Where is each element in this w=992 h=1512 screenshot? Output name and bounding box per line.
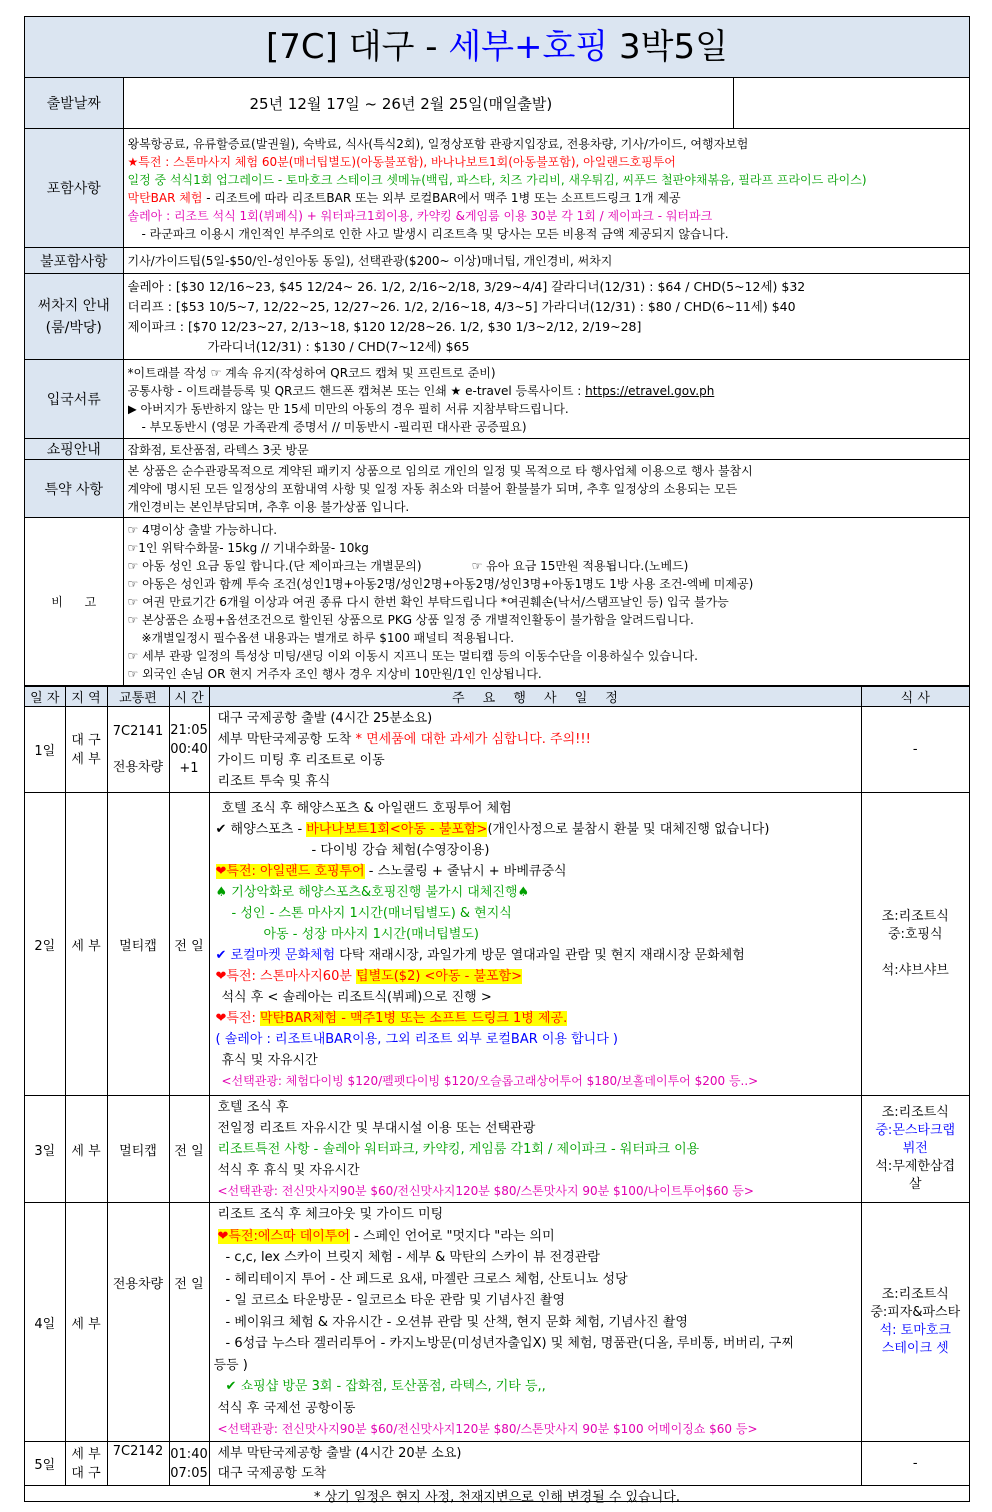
day2-weather-note: ♠ 기상악화로 해양스포츠&호핑진행 불가시 대체진행♠ bbox=[215, 884, 530, 900]
day5-label: 5일 bbox=[25, 1442, 65, 1486]
remarks-line: ☞ 4명이상 출발 가능하니다. bbox=[127, 523, 278, 537]
header-meals: 식 사 bbox=[861, 687, 969, 707]
remarks-line: ☞ 여권 만료기간 6개월 이상과 여권 종류 다시 한번 확인 부탁드립니다 *여권훼손(낙서/스탬프날인 등) 입국 불가능 bbox=[127, 595, 729, 609]
schedule-table bbox=[25, 686, 969, 1505]
day4-day-tour-benefit: ❤특전:에스따 데이투어 bbox=[217, 1228, 350, 1244]
surcharge-line: 더리프 : [$53 10/5~7, 12/22~25, 12/27~26. 1/2, 2/16~18, 4/3~5] 가라디너(12/31) : $80 / CHD(6~11세) $40 bbox=[127, 299, 796, 314]
day2-breakfast: 조:리조트식 bbox=[881, 909, 949, 924]
surcharge-line: 가라디너(12/31) : $130 / CHD(7~12세) $65 bbox=[207, 339, 470, 354]
surcharge-content bbox=[123, 274, 969, 360]
day3-label: 3일 bbox=[25, 1096, 65, 1203]
day1-region: 대 구 세 부 bbox=[65, 707, 107, 793]
day2-activity: (개인사정으로 불참시 환불 및 대체진행 없습니다) bbox=[487, 821, 770, 837]
remarks-line: ※개별일정시 필수옵션 내용과는 별개로 하루 $100 패널티 적용됩니다. bbox=[141, 631, 515, 645]
header-transport: 교통편 bbox=[107, 687, 169, 707]
remarks-line: ☞ 아동은 성인과 함께 투숙 조건(성인1명+아동2명/성인2명+아동2명/성인3명+아동1명도 1방 사용 조건-엑베 미제공) bbox=[127, 577, 754, 591]
terms-label: 특약 사항 bbox=[25, 460, 123, 518]
day3-transport: 멀티캡 bbox=[107, 1096, 169, 1203]
remarks-content bbox=[123, 518, 969, 686]
title-duration: 3박5일 bbox=[608, 27, 728, 67]
etravel-link[interactable]: https://etravel.gov.ph bbox=[585, 383, 715, 398]
remarks-line: ☞1인 위탁수화물- 15kg // 기내수화물- 10kg bbox=[127, 541, 369, 555]
day1-label: 1일 bbox=[25, 707, 65, 793]
day2-dinner: 석:샤브샤브 bbox=[881, 963, 949, 978]
surcharge-row bbox=[25, 274, 969, 360]
day3-activity: 호텔 조식 후 bbox=[217, 1100, 289, 1115]
day4-breakfast: 조:리조트식 bbox=[881, 1287, 949, 1302]
day4-activity: - 헤리테이지 투어 - 산 페드로 요새, 마젤란 크로스 체험, 산토니뇨 성당 bbox=[225, 1271, 628, 1287]
excluded-row bbox=[25, 248, 969, 274]
day2-activity: - 스노쿨링 + 줄낚시 + 바베큐중식 bbox=[364, 863, 567, 879]
day5-activity: 세부 막탄국제공항 출발 (4시간 20분 소요) bbox=[217, 1446, 462, 1461]
included-content bbox=[123, 129, 969, 248]
remarks-line: ☞ 외국인 손님 OR 현지 거주자 조인 행사 경우 지상비 10만원/1인 인상됩니다. bbox=[127, 667, 542, 681]
day1-activity: 대구 국제공항 출발 (4시간 25분소요) bbox=[217, 711, 433, 726]
surcharge-line: 솔레아 : [$30 12/16~23, $45 12/24~ 26. 1/2, 2/16~2/18, 3/29~4/4] 갈라디너(12/31) : $64 / CHD(5~12세) $32 bbox=[127, 279, 806, 294]
terms-line: 개인경비는 본인부담되며, 추후 이용 불가상품 입니다. bbox=[127, 500, 410, 514]
footer-note: * 상기 일정은 현지 사정, 천재지변으로 인해 변경될 수 있습니다. bbox=[25, 1486, 969, 1506]
day2-alt-child: 아동 - 성장 마사지 1시간(매너팁별도) bbox=[263, 926, 479, 942]
day2-row bbox=[25, 793, 969, 1096]
day3-dinner: 석:무제한삼겹 살 bbox=[875, 1159, 956, 1192]
included-line: 왕복항공료, 유류할증료(발권월), 숙박료, 식사(특식2회), 일정상포함 관광지입장료, 전용차량, 기사/가이드, 여행자보험 bbox=[127, 136, 749, 151]
entry-line: 공통사항 - 이트래블등록 및 QR코드 핸드폰 캡쳐본 또는 인쇄 ★ e-travel 등록사이트 : bbox=[127, 383, 586, 398]
terms-line: 계약에 명시된 모든 일정상의 포함내역 사항 및 일정 자동 취소와 더불어 환불불가 되며, 추후 일정상의 소용되는 모든 bbox=[127, 482, 738, 496]
day3-activity: 석식 후 휴식 및 자유시간 bbox=[217, 1163, 360, 1178]
header-schedule: 주 요 행 사 일 정 bbox=[209, 687, 861, 707]
remarks-line: ☞ 유아 요금 15만원 적용됩니다.(노베드) bbox=[471, 559, 689, 573]
included-solea-line: 솔레아 : 리조트 석식 1회(뷔페식) + 워터파크1회이용, 카약킹 &게임룸 이용 30분 각 1회 / 제이파크 - 워터파크 bbox=[127, 208, 713, 223]
header-time: 시 간 bbox=[169, 687, 209, 707]
departure-label: 출발날짜 bbox=[25, 78, 123, 129]
remarks-line: ☞ 본상품은 쇼핑+옵션조건으로 할인된 상품으로 PKG 상품 일정 중 개별적인활동이 불가함을 알려드립니다. bbox=[127, 613, 694, 627]
entry-row bbox=[25, 360, 969, 439]
excluded-label: 불포함사항 bbox=[25, 248, 123, 274]
day1-vehicle: 전용차량 bbox=[112, 759, 164, 775]
day1-time: 21:05 00:40 +1 bbox=[169, 707, 209, 793]
day4-transport: 전용차량 bbox=[107, 1203, 169, 1442]
terms-row bbox=[25, 460, 969, 518]
title-destination: 세부+호핑 bbox=[448, 27, 609, 67]
entry-content bbox=[123, 360, 969, 439]
remarks-label: 비 고 bbox=[25, 518, 123, 686]
included-upgrade-line: 일정 중 석식1회 업그레이드 - 토마호크 스테이크 셋메뉴(백립, 파스타, 치즈 가리비, 새우튀김, 씨푸드 철판야채볶음, 필라프 프라이드 라이스) bbox=[127, 172, 867, 187]
day1-meal: - bbox=[861, 707, 969, 793]
remarks-line: ☞ 세부 관광 일정의 특성상 미팅/샌딩 이외 이동시 지프니 또는 멀티캡 등의 이동수단을 이용하실수 있습니다. bbox=[127, 649, 698, 663]
day1-activity: 세부 막탄국제공항 도착 bbox=[217, 732, 356, 747]
departure-extra-cell bbox=[734, 78, 970, 128]
day5-activity: 대구 국제공항 도착 bbox=[217, 1466, 327, 1481]
included-row bbox=[25, 129, 969, 248]
remarks-line: ☞ 아동 성인 요금 동일 합니다.(단 제이파크는 개별문의) bbox=[127, 559, 422, 573]
terms-content bbox=[123, 460, 969, 518]
day3-region: 세 부 bbox=[65, 1096, 107, 1203]
day1-row bbox=[25, 707, 969, 793]
title-prefix: [7C] 대구 - bbox=[266, 27, 449, 67]
itinerary-sheet bbox=[24, 16, 970, 1505]
departure-row bbox=[25, 78, 969, 129]
day3-time: 전 일 bbox=[169, 1096, 209, 1203]
shopping-row bbox=[25, 439, 969, 460]
shopping-content: 잡화점, 토산품점, 라텍스 3곳 방문 bbox=[127, 442, 309, 457]
header-day: 일 자 bbox=[25, 687, 65, 707]
day3-optional-tours: <선택관광: 전신맛사지90분 $60/전신맛사지120분 $80/스톤맛사지 90분 $100/나이트투어$60 등> bbox=[217, 1184, 754, 1198]
info-table bbox=[25, 78, 969, 686]
entry-label: 입국서류 bbox=[25, 360, 123, 439]
included-note-line: - 라군파크 이용시 개인적인 부주의로 인한 사고 발생시 리조트측 및 당사는 모든 비용적 금액 제공되지 않습니다. bbox=[141, 226, 729, 241]
day4-shopping: ✔ 쇼핑샵 방문 3회 - 잡화점, 토산품점, 라텍스, 기타 등,, bbox=[225, 1379, 546, 1395]
day2-lunch: 중:호핑식 bbox=[887, 927, 943, 942]
header-region: 지 역 bbox=[65, 687, 107, 707]
day4-activity: - 일 코르소 타운방문 - 일코르소 타운 관람 및 기념사진 촬영 bbox=[225, 1293, 566, 1309]
terms-line: 본 상품은 순수관광목적으로 계약된 패키지 상품으로 임의로 개인의 일정 및 목적으로 타 행사업체 이용으로 행사 불참시 bbox=[127, 464, 753, 478]
day2-label: 2일 bbox=[25, 793, 65, 1096]
day4-label: 4일 bbox=[25, 1203, 65, 1442]
day5-flight: 7C2142 bbox=[107, 1442, 169, 1486]
day3-row bbox=[25, 1096, 969, 1203]
day2-activity: ✔ 해양스포츠 - bbox=[215, 821, 307, 837]
day4-activity: 석식 후 국제선 공항이동 bbox=[217, 1400, 356, 1416]
departure-dates: 25년 12월 17일 ~ 26년 2월 25일(매일출발) bbox=[124, 78, 734, 128]
day2-bar-note: ( 솔레아 : 리조트내BAR이용, 그외 리조트 외부 로컬BAR 이용 합니다 ) bbox=[215, 1031, 619, 1047]
day2-transport: 멀티캡 bbox=[107, 793, 169, 1096]
day4-row bbox=[25, 1203, 969, 1442]
day5-row bbox=[25, 1442, 969, 1486]
day5-meal: - bbox=[861, 1442, 969, 1486]
day1-flight: 7C2141 bbox=[112, 723, 164, 739]
day3-activity: 전일정 리조트 자유시간 및 부대시설 이용 또는 선택관광 bbox=[217, 1121, 536, 1136]
shopping-label: 쇼핑안내 bbox=[25, 439, 123, 460]
day2-massage-benefit: ❤특전: 스톤마사지60분 bbox=[215, 968, 357, 984]
day2-optional-tours: <선택관광: 체험다이빙 $120/펠펫다이빙 $120/오슬롭고래상어투어 $180/보홀데이투어 $200 등..> bbox=[221, 1073, 759, 1088]
included-bar-label: 막탄BAR 체험 bbox=[127, 190, 203, 205]
page-title bbox=[25, 17, 969, 78]
day2-activity: 다탁 재래시장, 과일가게 방문 열대과일 관람 및 현지 재래시장 문화체험 bbox=[335, 947, 745, 963]
day4-activity: 등등 ) bbox=[213, 1357, 248, 1373]
entry-line: - 부모동반시 (영문 가족관계 증명서 // 미동반시 -필리핀 대사관 공증필요) bbox=[141, 419, 527, 434]
included-label: 포함사항 bbox=[25, 129, 123, 248]
day2-activity: - 다이빙 강습 체험(수영장이용) bbox=[311, 842, 490, 858]
day2-bar-detail: 막탄BAR체험 - 맥주1병 또는 소프트 드링크 1병 제공. bbox=[260, 1010, 568, 1026]
day1-activity: 가이드 미팅 후 리조트로 이동 bbox=[217, 753, 385, 768]
day4-region: 세 부 bbox=[65, 1203, 107, 1442]
day2-massage-tip: 팁별도($2) <아동 - 불포함> bbox=[356, 968, 523, 984]
day4-activity: - 6성급 누스타 겔러리투어 - 카지노방문(미성년자출입X) 및 체험, 명품관(디올, 루비통, 버버리, 구찌 bbox=[225, 1336, 794, 1352]
day2-activity: 호텔 조식 후 해양스포츠 & 아일랜드 호핑투어 체험 bbox=[221, 800, 512, 816]
surcharge-label: 써차지 안내 (룸/박당) bbox=[25, 274, 123, 360]
surcharge-line: 제이파크 : [$70 12/23~27, 2/13~18, $120 12/28~26. 1/2, $30 1/3~2/12, 2/19~28] bbox=[127, 319, 642, 334]
day4-optional-tours: <선택관광: 전신맛사지90분 $60/전신맛사지120분 $80/스톤맛사지 90분 $100 어메이징쇼 $60 등> bbox=[217, 1422, 758, 1437]
day2-region: 세 부 bbox=[65, 793, 107, 1096]
day1-warning: * 면세품에 대한 과세가 심합니다. 주의!!! bbox=[355, 732, 591, 747]
entry-line: *이트래블 작성 ☞ 계속 유지(작성하여 QR코드 캡쳐 및 프린트로 준비) bbox=[127, 365, 496, 380]
day2-market: ✔ 로컬마켓 문화체험 bbox=[215, 947, 336, 963]
day2-time: 전 일 bbox=[169, 793, 209, 1096]
day2-activity: 석식 후 < 솔레아는 리조트식(뷔페)으로 진행 > bbox=[221, 989, 492, 1005]
day3-breakfast: 조:리조트식 bbox=[881, 1105, 949, 1120]
day2-banana-boat: 바나나보트1회<아동 - 불포함> bbox=[306, 821, 488, 837]
day4-activity: 리조트 조식 후 체크아웃 및 가이드 미팅 bbox=[217, 1207, 444, 1223]
day2-activity: 휴식 및 자유시간 bbox=[221, 1052, 318, 1068]
day2-alt-adult: - 성인 - 스톤 마사지 1시간(매너팁별도) & 현지식 bbox=[231, 905, 512, 921]
remarks-row bbox=[25, 518, 969, 686]
day4-activity: - 스페인 언어로 "멋지다 "라는 의미 bbox=[349, 1228, 555, 1244]
day4-time: 전 일 bbox=[169, 1203, 209, 1442]
day1-activity: 리조트 투숙 및 휴식 bbox=[217, 774, 331, 789]
day4-activity: - c,c, lex 스카이 브릿지 체험 - 세부 & 막탄의 스카이 뷰 전경관람 bbox=[225, 1250, 600, 1266]
day4-activity: - 베이워크 체험 & 자유시간 - 오션뷰 관람 및 산책, 현지 문화 체험, 기념사진 촬영 bbox=[225, 1314, 688, 1330]
day4-lunch: 중:피자&파스타 bbox=[870, 1305, 961, 1320]
day3-lunch: 중:몬스타크랩 뷔전 bbox=[875, 1123, 956, 1156]
day2-hopping-benefit: ❤특전: 아일랜드 호핑투어 bbox=[215, 863, 365, 879]
included-bar-text: - 리조트에 따라 리조트BAR 또는 외부 로컬BAR에서 맥주 1병 또는 소프트드링크 1개 제공 bbox=[202, 190, 681, 205]
day2-bar-benefit: ❤특전: bbox=[215, 1010, 261, 1026]
excluded-content: 기사/가이드팁(5일-$50/인-성인아동 동일), 선택관광($200~ 이상)매너팁, 개인경비, 써차지 bbox=[127, 254, 613, 268]
entry-line: ▶ 아버지가 동반하지 않는 만 15세 미만의 아동의 경우 필히 서류 지참부탁드립니다. bbox=[127, 401, 569, 416]
included-benefit-line: ★특전 : 스톤마사지 체험 60분(매너팁별도)(아동불포함), 바나나보트1회(아동불포함), 아일랜드호핑투어 bbox=[127, 154, 676, 169]
footer-row bbox=[25, 1486, 969, 1506]
schedule-header-row bbox=[25, 687, 969, 707]
day5-time: 01:40 07:05 bbox=[169, 1442, 209, 1486]
day4-dinner: 석: 토마호크 스테이크 셋 bbox=[879, 1323, 951, 1356]
day3-resort-benefit: 리조트특전 사항 - 솔레아 워터파크, 카약킹, 게임룸 각1회 / 제이파크 - 워터파크 이용 bbox=[217, 1142, 700, 1157]
day5-region: 세 부 대 구 bbox=[65, 1442, 107, 1486]
